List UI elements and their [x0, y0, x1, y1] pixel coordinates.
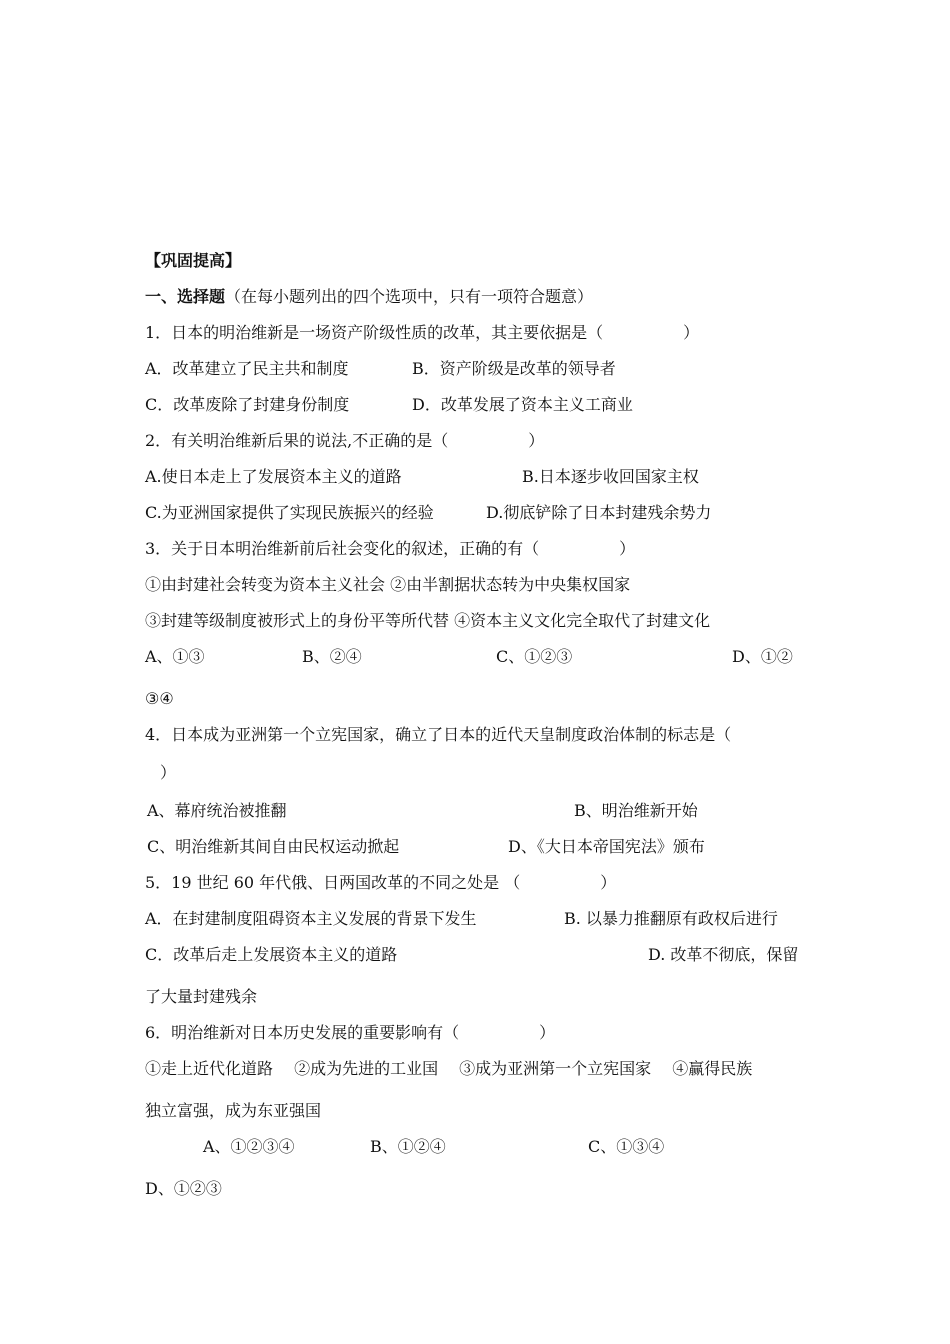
question-3-option-b: B、②④	[302, 647, 362, 666]
question-5-option-d: D. 改革不彻底，保留	[648, 945, 799, 964]
question-2-stem: 2．有关明治维新后果的说法,不正确的是（ ）	[145, 431, 545, 450]
section-title: 【巩固提高】	[145, 251, 242, 270]
question-3-stem: 3．关于日本明治维新前后社会变化的叙述，正确的有（ ）	[145, 539, 636, 558]
question-4-option-a: A、幕府统治被推翻	[147, 801, 287, 820]
question-3-statements-2: ③封建等级制度被形式上的身份平等所代替 ④资本主义文化完全取代了封建文化	[145, 611, 711, 630]
question-6-statements-continued: 独立富强，成为东亚强国	[145, 1101, 322, 1120]
question-1-stem: 1．日本的明治维新是一场资产阶级性质的改革，其主要依据是（ ）	[145, 323, 700, 342]
part-heading-line	[145, 286, 593, 308]
question-3-option-d: D、①②	[732, 647, 793, 666]
question-4-option-d: D、《大日本帝国宪法》颁布	[508, 837, 705, 856]
question-6-option-c: C、①③④	[588, 1137, 665, 1156]
question-1-option-c: C．改革废除了封建身份制度	[145, 395, 350, 414]
question-3-statements-1: ①由封建社会转变为资本主义社会 ②由半割据状态转为中央集权国家	[145, 575, 631, 594]
question-4-stem: 4．日本成为亚洲第一个立宪国家，确立了日本的近代天皇制度政治体制的标志是（	[145, 725, 732, 744]
question-5-option-c: C．改革后走上发展资本主义的道路	[145, 945, 398, 964]
question-4-option-c: C、明治维新其间自由民权运动掀起	[147, 837, 400, 856]
question-6-option-a: A、①②③④	[203, 1137, 295, 1156]
question-5-option-d-continued: 了大量封建残余	[145, 987, 258, 1006]
question-6-stem: 6．明治维新对日本历史发展的重要影响有（ ）	[145, 1023, 556, 1042]
question-1-option-a: A．改革建立了民主共和制度	[145, 359, 349, 378]
question-5-option-a: A．在封建制度阻碍资本主义发展的背景下发生	[145, 909, 477, 928]
question-1-option-d: D．改革发展了资本主义工商业	[412, 395, 633, 414]
question-2-option-a: A.使日本走上了发展资本主义的道路	[145, 467, 402, 486]
question-3-option-d-continued: ③④	[145, 689, 174, 708]
question-4-stem-continued: ）	[160, 763, 177, 782]
part-note: （在每小题列出的四个选项中，只有一项符合题意）	[225, 287, 594, 306]
question-1-option-b: B．资产阶级是改革的领导者	[412, 359, 616, 378]
question-5-option-b: B. 以暴力推翻原有政权后进行	[564, 909, 778, 928]
question-2-option-b: B.日本逐步收回国家主权	[522, 467, 699, 486]
question-6-option-d: D、①②③	[145, 1179, 222, 1198]
question-4-option-b: B、明治维新开始	[574, 801, 698, 820]
question-3-option-c: C、①②③	[496, 647, 573, 666]
question-6-statements: ①走上近代化道路 ②成为先进的工业国 ③成为亚洲第一个立宪国家 ④赢得民族	[145, 1059, 753, 1078]
question-6-option-b: B、①②④	[370, 1137, 446, 1156]
question-3-option-a: A、①③	[145, 647, 205, 666]
question-2-option-c: C.为亚洲国家提供了实现民族振兴的经验	[145, 503, 434, 522]
part-heading: 一、选择题	[145, 287, 226, 306]
question-5-stem: 5．19 世纪 60 年代俄、日两国改革的不同之处是 （ ）	[145, 873, 617, 892]
question-2-option-d: D.彻底铲除了日本封建残余势力	[486, 503, 712, 522]
